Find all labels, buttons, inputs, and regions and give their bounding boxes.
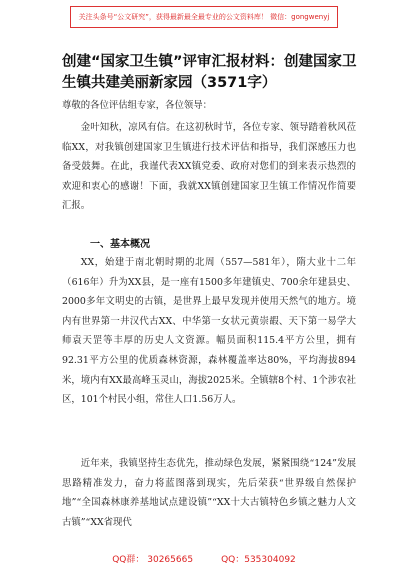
progress-paragraph: 近年来，我镇坚持生态优先，推动绿色发展，紧紧围绕“124”发展思路精准发力，奋力将蓝图落到现实，先后荣获“世界级自然保护地”“全国森林康养基地试点建设镇”“XX十大古镇特色乡镇之魅力人文古镇”“XX省现代	[62, 458, 356, 528]
top-banner: 关注头条号“公文研究”，获得最新最全最专业的公文资料库！ 微信：gongwenyj	[70, 6, 338, 28]
document-title: 创建“国家卫生镇”评审汇报材料：创建国家卫生镇共建美丽新家园（3571字）	[62, 54, 357, 91]
section-heading: 一、基本概况	[90, 239, 150, 250]
overview-paragraph: XX，始建于南北朝时期的北周（557—581年），隋大业十二年（616年）升为XX县，是一座有1500多年建镇史、700余年建县史、2000多年文明史的古镇，是世界上最早发现并使用天然气的地方。境内有世界第一井汉代古XX、中华第一女状元黄崇嘏、天下第一易学大师袁天罡等丰厚的历史人文资源。幅员面积115.4平方公里，拥有92.31平方公里的优质森林资源，森林覆盖率达80%，平均海拔894米，境内有XX最高峰玉灵山，海拔2025米。全镇辖8个村、1个涉农社区，101个村民小组，常住人口1.56万人。	[62, 257, 356, 406]
intro-paragraph: 金叶知秋，凉风有信。在这初秋时节，各位专家、领导踏着秋风莅临XX，对我镇创建国家卫生镇进行技术评估和指导，我们深感压力也备受鼓舞。在此，我谨代表XX镇党委、政府对您们的到来表示热烈的欢迎和衷心的感谢！下面，我就XX镇创建国家卫生镇工作情况作简要汇报。	[62, 122, 356, 212]
greeting: 尊敬的各位评估组专家，各位领导：	[62, 100, 213, 111]
footer-qq: QQ：535304092	[221, 555, 296, 565]
footer	[0, 552, 408, 572]
footer-qq-group: QQ群： 30265665	[112, 555, 194, 565]
